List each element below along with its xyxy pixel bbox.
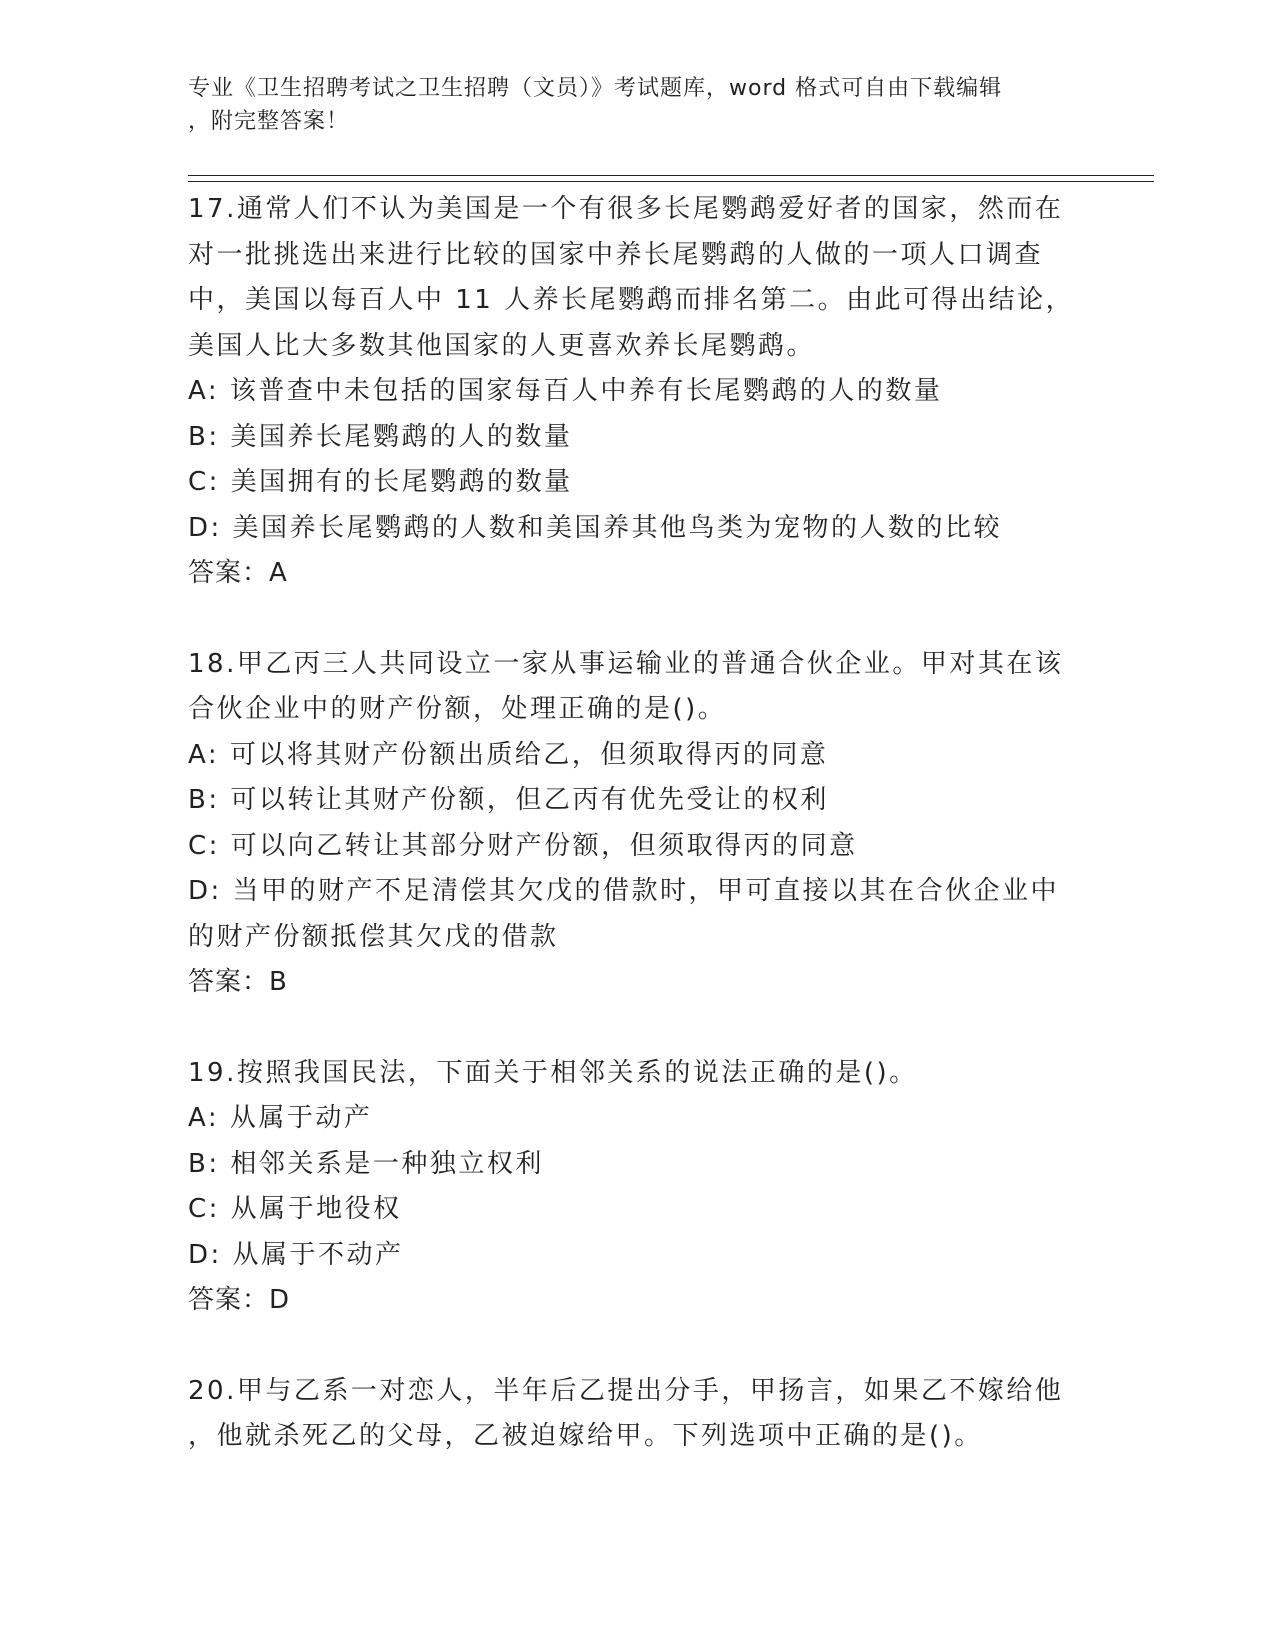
header-line: ，附完整答案！ — [188, 109, 350, 134]
option-c: C: 可以向乙转让其部分财产份额，但须取得丙的同意 — [188, 830, 858, 861]
question-20 — [188, 1369, 1088, 1460]
option-d-continuation: 的财产份额抵偿其欠戊的借款 — [188, 921, 559, 952]
option-a: A: 从属于动产 — [188, 1103, 373, 1133]
question-stem-line: 17.通常人们不认为美国是一个有很多长尾鹦鹉爱好者的国家，然而在 — [188, 194, 1064, 224]
question-stem-line: ，他就杀死乙的父母，乙被迫嫁给甲。下列选项中正确的是()。 — [188, 1421, 983, 1451]
option-d: D: 从属于不动产 — [188, 1239, 404, 1270]
header-divider-top — [188, 175, 1154, 176]
option-d: D: 美国养长尾鹦鹉的人数和美国养其他鸟类为宠物的人数的比较 — [188, 512, 1003, 543]
question-stem-line: 对一批挑选出来进行比较的国家中养长尾鹦鹉的人做的一项人口调查 — [188, 239, 1044, 270]
question-19 — [188, 1051, 1088, 1324]
question-stem-line: 美国人比大多数其他国家的人更喜欢养长尾鹦鹉。 — [188, 330, 816, 361]
header-divider-bottom — [188, 181, 1154, 182]
question-list — [188, 187, 1088, 1460]
question-stem-line: 18.甲乙丙三人共同设立一家从事运输业的普通合伙企业。甲对其在该 — [188, 648, 1064, 679]
question-18 — [188, 642, 1088, 1006]
question-17 — [188, 187, 1088, 597]
answer-line: 答案：D — [188, 1285, 291, 1315]
option-b: B: 相邻关系是一种独立权利 — [188, 1148, 544, 1179]
option-d: D: 当甲的财产不足清偿其欠戊的借款时，甲可直接以其在合伙企业中 — [188, 876, 1060, 906]
question-stem-line: 中，美国以每百人中 11 人养长尾鹦鹉而排名第二。由此可得出结论， — [188, 285, 1075, 315]
answer-line: 答案：B — [188, 967, 288, 997]
answer-line: 答案：A — [188, 558, 288, 588]
option-c: C: 从属于地役权 — [188, 1194, 402, 1224]
document-header — [188, 72, 1088, 138]
option-c: C: 美国拥有的长尾鹦鹉的数量 — [188, 467, 573, 497]
question-stem-line: 合伙企业中的财产份额，处理正确的是()。 — [188, 694, 727, 724]
option-b: B: 美国养长尾鹦鹉的人的数量 — [188, 421, 573, 452]
question-stem-line: 20.甲与乙系一对恋人，半年后乙提出分手，甲扬言，如果乙不嫁给他 — [188, 1375, 1064, 1406]
option-b: B: 可以转让其财产份额，但乙丙有优先受让的权利 — [188, 785, 829, 815]
option-a: A: 该普查中未包括的国家每百人中养有长尾鹦鹉的人的数量 — [188, 376, 943, 406]
header-line: 专业《卫生招聘考试之卫生招聘（文员）》考试题库，word 格式可自由下载编辑 — [188, 76, 1003, 101]
option-a: A: 可以将其财产份额出质给乙，但须取得丙的同意 — [188, 739, 829, 770]
question-stem-line: 19.按照我国民法，下面关于相邻关系的说法正确的是()。 — [188, 1057, 918, 1088]
